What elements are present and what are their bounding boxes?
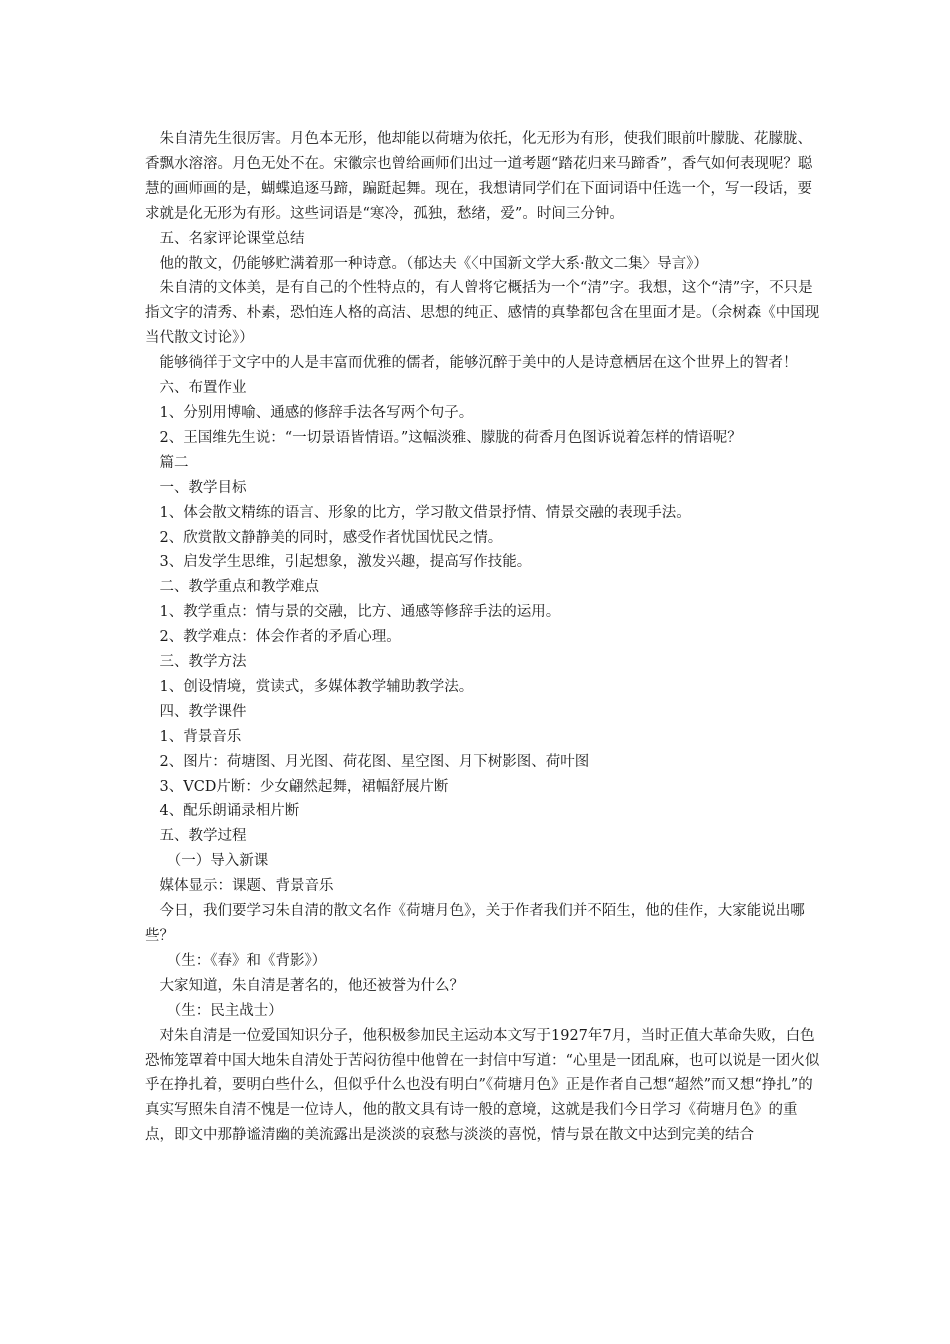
section-heading: 一、教学目标 [159, 479, 247, 496]
paragraph: 对朱自清是一位爱国知识分子，他积极参加民主运动本文写于1927年7月，当时正值大革命失败，白色恐怖笼罩着中国大地朱自清处于苦闷彷徨中他曾在一封信中写道：“心里是一团乱麻，也可以说是一团火似乎在挣扎着，要明白些什么，但似乎什么也没有明白”《荷塘月色》正是作者自己想“超然”而又想“挣扎”的真实写照朱自清不愧是一位诗人，他的散文具有诗一般的意境，这就是我们今日学习《荷塘月色》的重点，即文中那静谧清幽的美流露出是淡淡的哀愁与淡淡的喜悦，情与景在散文中达到完美的结合 [145, 1027, 820, 1144]
list-item: 1、创设情境，赏读式，多媒体教学辅助教学法。 [159, 678, 474, 695]
paragraph: 朱自清先生很厉害。月色本无形，他却能以荷塘为依托，化无形为有形，使我们眼前叶朦胧、花朦胧、香飘水溶溶。月色无处不在。宋徽宗也曾给画师们出过一道考题“踏花归来马蹄香”，香气如何表现呢？聪慧的画师画的是，蝴蝶追逐马蹄，蹁跹起舞。现在，我想请同学们在下面词语中任选一个，写一段话，要求就是化无形为有形。这些词语是“寒冷，孤独，愁绪，爱”。时间三分钟。 [145, 131, 813, 222]
paragraph: 今日，我们要学习朱自清的散文名作《荷塘月色》，关于作者我们并不陌生，他的佳作，大家能说出哪些？ [145, 903, 805, 944]
list-item: 2、王国维先生说：“一切景语皆情语。”这幅淡雅、朦胧的荷香月色图诉说着怎样的情语呢？ [159, 429, 742, 446]
paragraph: （生：《春》和《背影》） [166, 952, 327, 969]
section-heading: 五、名家评论课堂总结 [159, 230, 305, 247]
list-item: 1、体会散文精练的语言、形象的比方，学习散文借景抒情、情景交融的表现手法。 [159, 504, 691, 521]
list-item: 2、教学难点：体会作者的矛盾心理。 [159, 629, 401, 646]
paragraph: 能够徜徉于文字中的人是丰富而优雅的儒者，能够沉醉于美中的人是诗意栖居在这个世界上的智者！ [159, 355, 798, 372]
part-heading: 篇二 [159, 454, 189, 471]
section-heading: 六、布置作业 [159, 380, 247, 397]
paragraph: 朱自清的文体美，是有自己的个性特点的，有人曾将它概括为一个“清”字。我想，这个“清”字，不只是指文字的清秀、朴素，恐怕连人格的高洁、思想的纯正、感情的真挚都包含在里面才是。（佘树森《中国现当代散文讨论》） [145, 280, 820, 347]
section-heading: 五、教学过程 [159, 828, 247, 845]
paragraph: 他的散文，仍能够贮满着那一种诗意。（郁达夫《〈中国新文学大系·散文二集〉导言》） [159, 255, 708, 272]
list-item: 1、教学重点：情与景的交融，比方、通感等修辞手法的运用。 [159, 604, 561, 621]
list-item: 4、配乐朗诵录相片断 [159, 803, 300, 820]
section-heading: 二、教学重点和教学难点 [159, 579, 319, 596]
list-item: 1、分别用博喻、通感的修辞手法各写两个句子。 [159, 404, 474, 421]
list-item: 2、欣赏散文静静美的同时，感受作者忧国忧民之情。 [159, 529, 503, 546]
list-item: 1、背景音乐 [159, 728, 242, 745]
list-item: 3、启发学生思维，引起想象，激发兴趣，提高写作技能。 [159, 554, 532, 571]
list-item: 3、VCD片断：少女翩然起舞，裙幅舒展片断 [159, 778, 449, 795]
paragraph: （生：民主战士） [166, 1002, 283, 1019]
paragraph: 媒体显示：课题、背景音乐 [159, 878, 334, 895]
paragraph: 大家知道，朱自清是著名的，他还被誉为什么？ [159, 977, 464, 994]
subsection-heading: （一）导入新课 [166, 853, 269, 870]
document-body [145, 127, 825, 1148]
section-heading: 三、教学方法 [159, 654, 247, 671]
section-heading: 四、教学课件 [159, 703, 247, 720]
list-item: 2、图片：荷塘图、月光图、荷花图、星空图、月下树影图、荷叶图 [159, 753, 590, 770]
